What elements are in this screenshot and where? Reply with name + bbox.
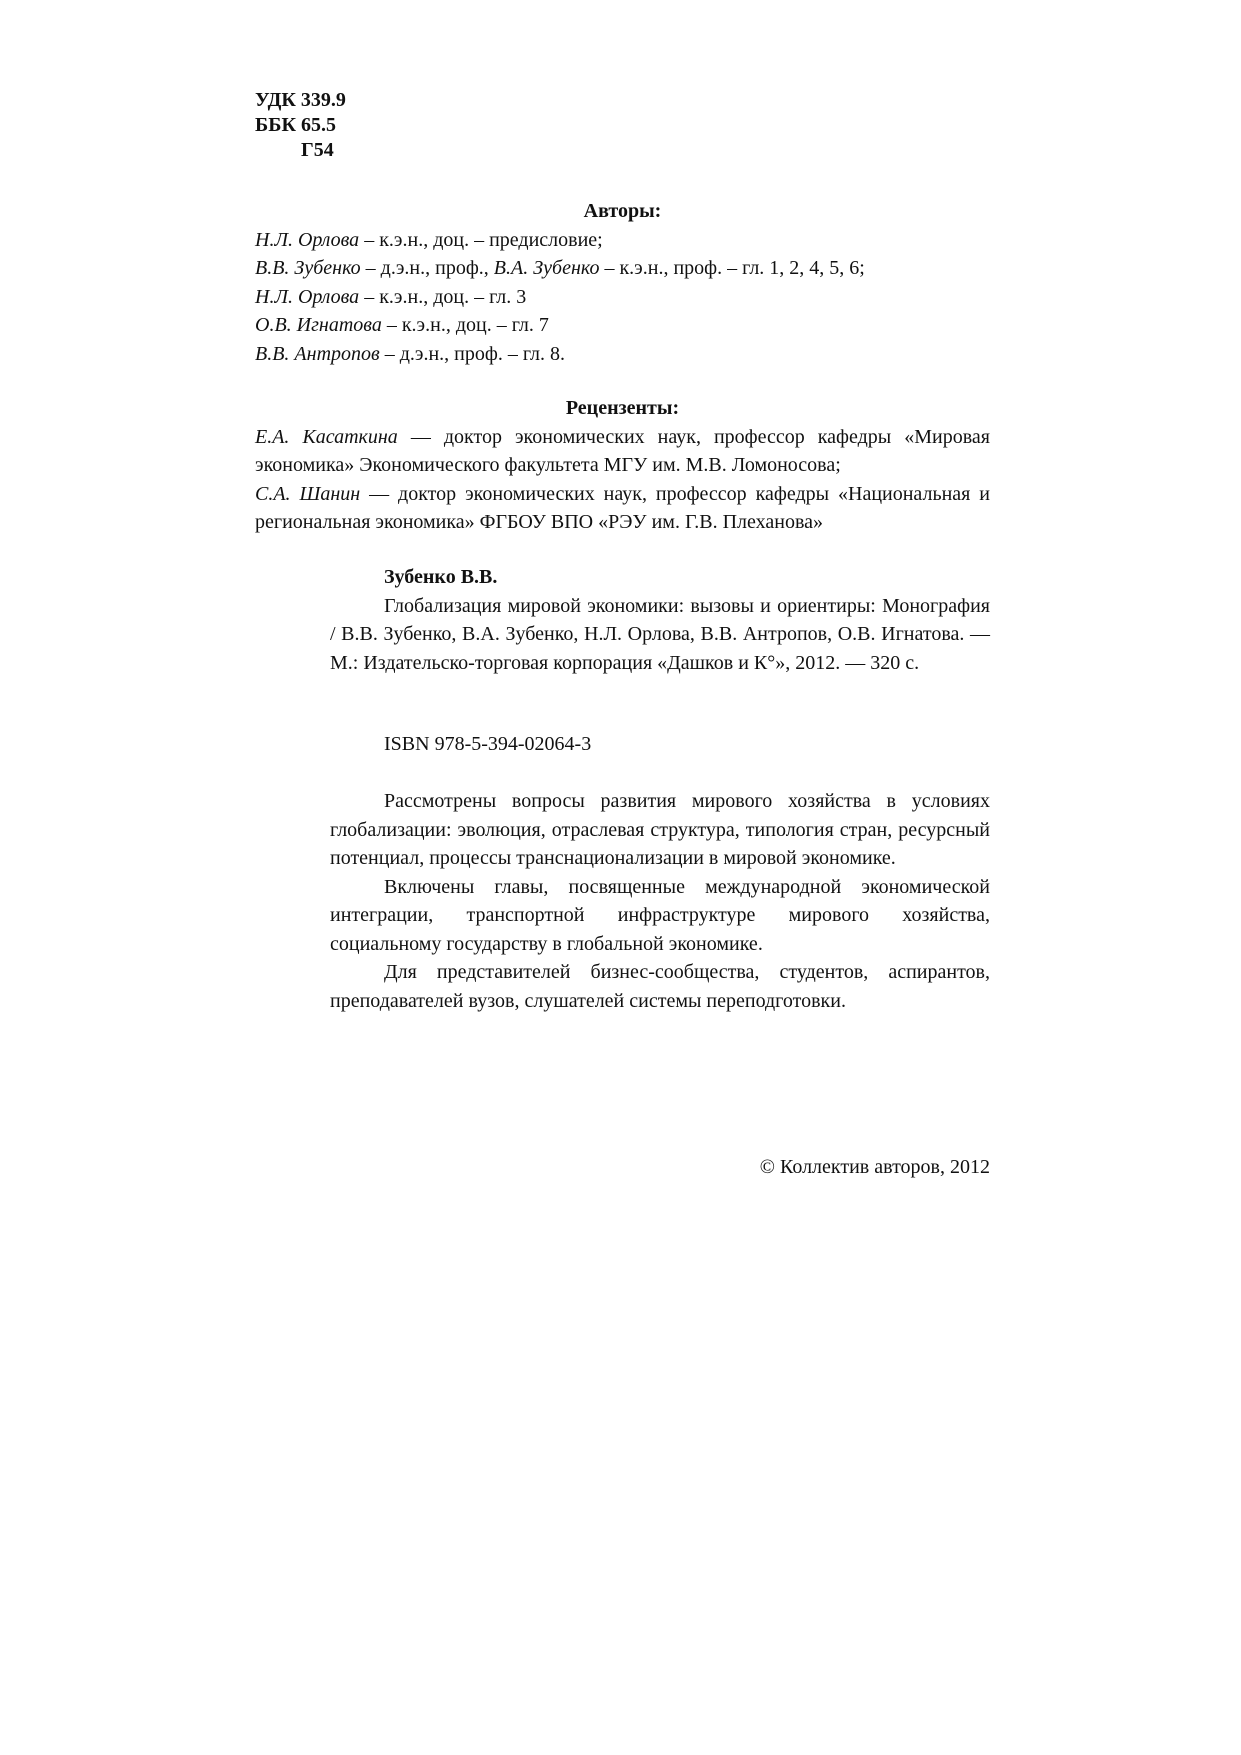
author-entry — [255, 226, 990, 255]
reviewers-heading: Рецензенты: — [565, 397, 680, 419]
author-name: Н.Л. Орлова — [255, 285, 360, 308]
author-name: В.А. Зубенко — [493, 257, 600, 279]
reviewer-description: — доктор экономических наук, профессор кафедры «Мировая экономика» Экономического факультета МГУ им. М.В. Ломоносова; — [255, 425, 991, 476]
author-name: В.В. Зубенко — [255, 257, 361, 279]
udk-code: УДК 339.9 — [255, 89, 346, 111]
annotation-paragraph: Рассмотрены вопросы развития мирового хозяйства в условиях глобализации: эволюция, отраслевая структура, типология стран, ресурсный потенциал, процессы транснационализации в мировой экономике. — [330, 790, 990, 869]
annotation — [330, 787, 990, 1015]
author-entry — [255, 254, 990, 283]
author-role: – к.э.н., доц. – гл. 7 — [381, 314, 549, 336]
author-role: – д.э.н., проф. – гл. 8. — [379, 342, 565, 365]
reviewers-section — [255, 394, 990, 537]
isbn: ISBN 978-5-394-02064-3 — [384, 733, 592, 755]
author-entry — [255, 283, 990, 312]
bibliographic-record — [330, 563, 990, 677]
reviewer-description: — доктор экономических наук, профессор кафедры «Национальная и региональная экономика» ФГБОУ ВПО «РЭУ им. Г.В. Плеханова» — [255, 482, 990, 533]
author-name: Н.Л. Орлова — [255, 228, 360, 251]
author-name: В.В. Антропов — [255, 342, 380, 365]
annotation-paragraph: Включены главы, посвященные международной экономической интеграции, транспортной инфраструктуре мирового хозяйства, социальному государству в глобальной экономике. — [330, 875, 990, 955]
bbk-code: ББК 65.5 — [255, 114, 336, 136]
authors-heading: Авторы: — [583, 200, 662, 222]
reviewer-entry — [255, 423, 990, 480]
reviewer-entry — [255, 480, 990, 537]
author-role: – к.э.н., доц. – гл. 3 — [359, 285, 527, 308]
author-mark: Г54 — [301, 139, 334, 161]
record-description: Глобализация мировой экономики: вызовы и ориентиры: Монография / В.В. Зубенко, В.А. Зубенко, Н.Л. Орлова, В.В. Антропов, О.В. Игнатова. — М.: Издательско-торговая корпорация «Дашков и К°», 2012. — 320 с. — [330, 594, 990, 674]
author-entry — [255, 311, 990, 340]
annotation-paragraph: Для представителей бизнес-сообщества, студентов, аспирантов, преподавателей вузов, слушателей системы переподготовки. — [330, 961, 990, 1012]
record-author: Зубенко В.В. — [384, 566, 498, 588]
author-role: – д.э.н., проф., — [360, 257, 494, 279]
classification-codes — [255, 88, 346, 163]
authors-section — [255, 197, 990, 368]
reviewer-name: Е.А. Касаткина — [255, 425, 398, 448]
author-name: О.В. Игнатова — [255, 314, 382, 336]
copyright-notice: © Коллектив авторов, 2012 — [759, 1156, 990, 1178]
reviewer-name: С.А. Шанин — [255, 482, 361, 505]
author-entry — [255, 340, 990, 369]
author-role: – к.э.н., доц. – предисловие; — [359, 228, 603, 251]
author-role: – к.э.н., проф. – гл. 1, 2, 4, 5, 6; — [599, 257, 865, 279]
